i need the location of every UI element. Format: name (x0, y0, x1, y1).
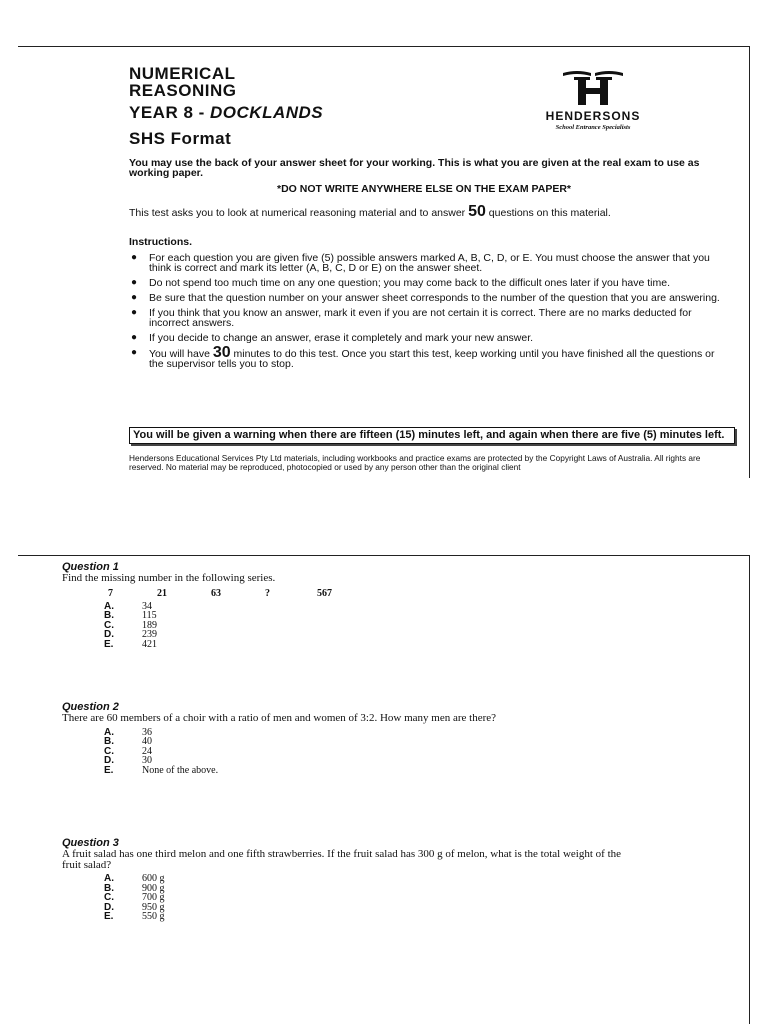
hendersons-logo (508, 67, 678, 131)
instructions-list (129, 253, 721, 374)
instruction-item: ● If you decide to change an answer, erase it completely and mark your new answer. (131, 332, 534, 344)
bullet-icon: ● (131, 252, 138, 263)
instruction-item: ● If you think that you know an answer, mark it even if you are not certain it is correct. There are no marks deducted for incorrect answers. (131, 307, 692, 329)
title-line-3 (129, 104, 323, 122)
answer-option: A. 34 (104, 600, 152, 612)
cover-page (18, 46, 750, 478)
time-a: You will have (149, 348, 213, 360)
question-2 (62, 701, 622, 775)
instructions-heading: Instructions. (129, 236, 193, 248)
bullet-icon: ● (131, 307, 138, 318)
question-count: 50 (468, 203, 486, 220)
copyright-notice: Hendersons Educational Services Pty Ltd materials, including workbooks and practice exams are protected by the Copyright Laws of Australia. All rights are reserved. No material may be reproduced, photocopied or used by any person other than the original client (129, 453, 701, 472)
title-line-2: REASONING (129, 81, 237, 100)
bullet-icon: ● (131, 292, 138, 303)
test-intro-a: This test asks you to look at numerical reasoning material and to answer (129, 207, 469, 219)
answer-option: D. 950 g (104, 901, 165, 913)
question-heading: Question 3 (62, 837, 119, 849)
answer-option: C. 700 g (104, 892, 165, 904)
warning-box: You will be given a warning when there are fifteen (15) minutes left, and again when there are five (5) minutes left. (129, 427, 735, 444)
question-heading: Question 1 (62, 561, 119, 573)
answer-option: E. 421 (104, 638, 157, 650)
answer-option: E. 550 g (104, 911, 165, 923)
question-text: A fruit salad has one third melon and one fifth strawberries. If the fruit salad has 300 g of melon, what is the total weight of the fruit salad? (62, 848, 622, 871)
answer-option: C. 189 (104, 619, 157, 631)
test-intro-b: questions on this material. (485, 207, 611, 219)
bullet-icon: ● (131, 347, 138, 358)
question-3 (62, 837, 662, 922)
number-series (62, 587, 332, 600)
book-logo-icon (557, 67, 629, 107)
title-year: YEAR 8 - (129, 103, 211, 122)
logo-tagline: School Entrance Specialists (555, 124, 631, 131)
series-item: 21 (157, 587, 167, 599)
instruction-item: ● Do not spend too much time on any one question; you may come back to the difficult ones later if you have time. (131, 277, 671, 289)
series-item: 63 (211, 587, 221, 599)
series-item: 7 (108, 587, 113, 599)
test-intro (129, 203, 719, 220)
title-location: DOCKLANDS (210, 103, 324, 122)
title-line-1: NUMERICAL (129, 64, 236, 83)
question-heading: Question 2 (62, 701, 119, 713)
answer-option: D. 30 (104, 755, 152, 767)
answer-options (62, 728, 622, 776)
instruction-item: ● Be sure that the question number on your answer sheet corresponds to the number of the question that you are answering. (131, 292, 720, 304)
answer-option: B. 40 (104, 736, 152, 748)
bullet-icon: ● (131, 332, 138, 343)
answer-option: A. 600 g (104, 873, 165, 884)
answer-option: E. None of the above. (104, 764, 219, 776)
answer-option: D. 239 (104, 629, 157, 641)
bullet-icon: ● (131, 277, 138, 288)
answer-option: A. 36 (104, 726, 152, 738)
logo-name: HENDERSONS (545, 109, 641, 123)
answer-option: B. 115 (104, 610, 157, 622)
series-item: 567 (317, 587, 332, 599)
answer-options (62, 874, 662, 922)
answer-options (62, 602, 275, 650)
question-text: Find the missing number in the following series. (62, 572, 276, 584)
answer-option: C. 24 (104, 745, 152, 757)
questions-page (18, 555, 750, 1024)
intro-text: You may use the back of your answer sheet for your working. This is what you are given at the real exam to use as working paper. (129, 157, 700, 179)
time-minutes: 30 (212, 344, 231, 361)
instruction-item: ● For each question you are given five (5) possible answers marked A, B, C, D, or E. You must choose the answer that you think is correct and mark its letter (A, B, C, D or E) on the answer sheet. (131, 252, 710, 274)
answer-option: B. 900 g (104, 882, 165, 894)
series-item: ? (265, 587, 270, 599)
do-not-write-notice: *DO NOT WRITE ANYWHERE ELSE ON THE EXAM PAPER* (276, 183, 572, 195)
question-text: There are 60 members of a choir with a ratio of men and women of 3:2. How many men are there? (62, 712, 497, 724)
time-b: minutes to do this test. Once you start this test, keep working until you have finished all the questions or the supervisor tells you to stop. (149, 348, 715, 370)
format-title: SHS Format (129, 129, 232, 148)
instruction-item (129, 344, 721, 370)
question-1 (62, 561, 332, 650)
